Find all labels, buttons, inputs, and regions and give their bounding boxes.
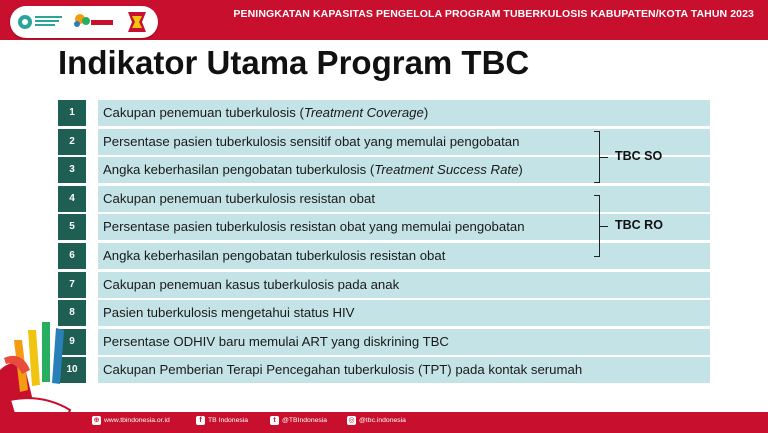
germas-logo-icon — [72, 10, 116, 34]
indicator-number: 9 — [58, 329, 86, 355]
indicator-text-main: Persentase pasien tuberkulosis sensitif obat yang memulai pengobatan — [103, 133, 520, 149]
indicator-row — [58, 300, 710, 326]
so-bracket-tick — [600, 157, 608, 158]
indicator-row — [58, 157, 710, 183]
indicator-text — [98, 100, 710, 126]
footer-facebook-text: TB Indonesia — [208, 417, 249, 424]
indicator-number: 6 — [58, 243, 86, 269]
indicator-row — [58, 129, 710, 155]
indicator-text — [98, 329, 710, 355]
page-title: Indikator Utama Program TBC — [58, 44, 530, 81]
indicator-row — [58, 186, 710, 212]
globe-icon: ⊕ — [93, 417, 100, 424]
footer-website[interactable] — [92, 416, 170, 425]
indicator-text-main: Pasien tuberkulosis mengetahui status HIV — [103, 305, 355, 321]
indicator-text — [98, 357, 710, 383]
instagram-icon: ◎ — [348, 417, 355, 424]
indicator-row — [58, 214, 710, 240]
indicator-number: 10 — [58, 357, 86, 383]
indicator-text-suffix: ) — [423, 105, 429, 120]
tb-mascot-logo-icon — [124, 8, 150, 36]
indicator-row — [58, 100, 710, 126]
indicator-text-main: Persentase pasien tuberkulosis resistan obat yang memulai pengobatan — [103, 219, 525, 235]
indicator-number: 4 — [58, 186, 86, 212]
indicator-number: 7 — [58, 272, 86, 298]
indicator-text — [98, 272, 710, 298]
indicator-text-italic: Treatment Coverage — [303, 105, 424, 120]
indicator-row — [58, 243, 710, 269]
indicator-text-main: Cakupan penemuan kasus tuberkulosis pada anak — [103, 276, 400, 292]
footer-instagram-text: @tbc.indonesia — [359, 417, 406, 424]
logo-group — [10, 6, 158, 38]
indicator-text-main: Persentase ODHIV baru memulai ART yang diskrining TBC — [103, 333, 449, 349]
twitter-icon: t — [270, 416, 279, 425]
indicator-text-main: Angka keberhasilan pengobatan tuberkulosis ( — [103, 162, 375, 178]
footer-twitter[interactable] — [270, 416, 327, 425]
indicator-text — [98, 243, 710, 269]
ro-bracket-tick — [600, 226, 608, 227]
event-title: PENINGKATAN KAPASITAS PENGELOLA PROGRAM TUBERKULOSIS KABUPATEN/KOTA TAHUN 2023 — [233, 8, 754, 20]
kemenkes-logo-icon — [16, 10, 64, 34]
group-label-tbc-ro: TBC RO — [615, 218, 663, 232]
indicator-text-main: Cakupan penemuan tuberkulosis ( — [103, 105, 304, 120]
indicator-text-main: Cakupan penemuan tuberkulosis resistan obat — [103, 190, 375, 206]
group-label-tbc-so: TBC SO — [615, 149, 663, 163]
indicator-number: 1 — [58, 100, 86, 126]
indicator-text-main: Angka keberhasilan pengobatan tuberkulosis resistan obat — [103, 248, 446, 263]
indicator-number: 2 — [58, 129, 86, 155]
indicator-row — [58, 329, 710, 355]
indicator-text — [98, 186, 710, 212]
footer-instagram[interactable] — [347, 416, 406, 425]
indicator-number: 8 — [58, 300, 86, 326]
facebook-icon: f — [196, 416, 205, 425]
indicator-text — [98, 300, 710, 326]
footer-website-text: www.tbindonesia.or.id — [104, 417, 170, 424]
indicator-row — [58, 357, 710, 383]
indicator-text-suffix: ) — [518, 162, 523, 178]
footer-twitter-text: @TBIndonesia — [282, 417, 328, 424]
top-banner — [0, 0, 768, 40]
indicator-row — [58, 272, 710, 298]
indicator-number: 3 — [58, 157, 86, 183]
indicator-text-main: Cakupan Pemberian Terapi Pencegahan tuberkulosis (TPT) pada kontak serumah — [103, 362, 583, 378]
indicator-number: 5 — [58, 214, 86, 240]
indicator-text-italic: Treatment Success Rate — [374, 162, 519, 178]
footer-facebook[interactable] — [196, 416, 248, 425]
